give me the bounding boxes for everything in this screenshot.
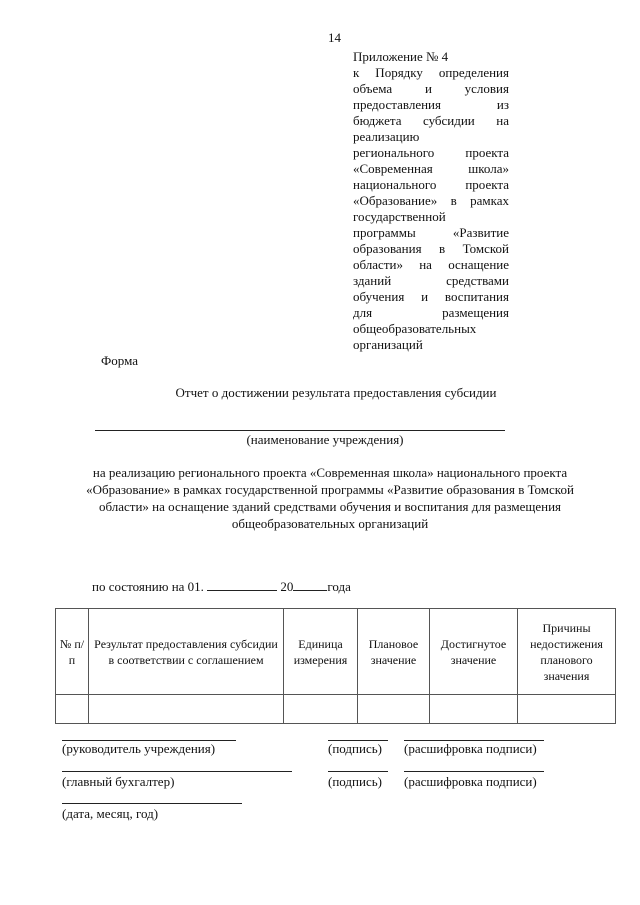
annex-line: обучения и воспитания bbox=[353, 289, 509, 304]
accountant-caption: (главный бухгалтер) bbox=[62, 774, 175, 789]
purpose-text bbox=[50, 464, 610, 532]
annex-line: образования в Томской bbox=[353, 241, 509, 256]
annex-line: к Порядку определения bbox=[353, 65, 509, 80]
status-date bbox=[92, 578, 351, 595]
purpose-line: области» на оснащение зданий средствами обучения и воспитания для размещения bbox=[98, 499, 562, 514]
annex-title: Приложение № 4 bbox=[353, 49, 449, 64]
annex-text bbox=[353, 65, 509, 353]
page-number: 14 bbox=[328, 30, 341, 45]
institution-name-line bbox=[95, 430, 505, 431]
institution-caption: (наименование учреждения) bbox=[246, 432, 404, 447]
purpose-line: на реализацию регионального проекта «Современная школа» национального проекта bbox=[92, 465, 568, 480]
date-blank bbox=[207, 578, 277, 591]
annex-line: «Образование» в рамках bbox=[353, 193, 509, 208]
table-cell bbox=[430, 695, 518, 724]
head-signature-caption: (подпись) bbox=[328, 741, 382, 756]
date-signature-line bbox=[62, 803, 242, 804]
accountant-sign-line bbox=[328, 771, 388, 772]
annex-line: области» на оснащение bbox=[353, 257, 509, 272]
accountant-decoding-line bbox=[404, 771, 544, 772]
annex-line: предоставления из bbox=[353, 97, 509, 112]
annex-line: «Современная школа» bbox=[353, 161, 509, 176]
annex-line: национального проекта bbox=[353, 177, 509, 192]
head-decoding-caption: (расшифровка подписи) bbox=[404, 741, 537, 756]
date-caption: (дата, месяц, год) bbox=[62, 806, 159, 821]
annex-line: организаций bbox=[353, 337, 423, 352]
form-label: Форма bbox=[101, 353, 138, 368]
annex-line: для размещения bbox=[353, 305, 509, 320]
table-cell bbox=[358, 695, 430, 724]
table-cell bbox=[56, 695, 89, 724]
annex-line: реализацию bbox=[353, 129, 420, 144]
annex-line: общеобразовательных bbox=[353, 321, 477, 336]
table-cell bbox=[284, 695, 358, 724]
table-cell bbox=[518, 695, 616, 724]
status-prefix: по состоянию на 01. bbox=[92, 579, 204, 594]
table-header-cell: Результат предоставления субсидии в соответствии с соглашением bbox=[89, 609, 284, 695]
annex-line: объема и условия bbox=[353, 81, 509, 96]
status-year-prefix: 20 bbox=[280, 579, 294, 594]
annex-line: зданий средствами bbox=[353, 273, 509, 288]
table-header-cell: Достигнутое значение bbox=[430, 609, 518, 695]
results-table bbox=[55, 608, 616, 724]
year-blank bbox=[293, 578, 327, 591]
table-cell bbox=[89, 695, 284, 724]
annex-line: бюджета субсидии на bbox=[353, 113, 509, 128]
accountant-signature-line bbox=[62, 771, 292, 772]
accountant-decoding-caption: (расшифровка подписи) bbox=[404, 774, 537, 789]
annex-line: регионального проекта bbox=[353, 145, 509, 160]
purpose-line: «Образование» в рамках государственной программы «Развитие образования в Томской bbox=[86, 482, 574, 497]
table-header-row bbox=[56, 609, 616, 695]
annex-line: программы «Развитие bbox=[353, 225, 509, 240]
table-row bbox=[56, 695, 616, 724]
table-header-cell: Единица измерения bbox=[284, 609, 358, 695]
purpose-line: общеобразовательных организаций bbox=[231, 516, 429, 531]
status-suffix: года bbox=[327, 579, 351, 594]
head-caption: (руководитель учреждения) bbox=[62, 741, 216, 756]
annex-line: государственной bbox=[353, 209, 446, 224]
table-header-cell: Причины недостижения планового значения bbox=[518, 609, 616, 695]
table-header-cell: Плановое значение bbox=[358, 609, 430, 695]
accountant-signature-caption: (подпись) bbox=[328, 774, 382, 789]
table-header-cell: № п/п bbox=[56, 609, 89, 695]
report-title: Отчет о достижении результата предоставления субсидии bbox=[175, 385, 497, 400]
